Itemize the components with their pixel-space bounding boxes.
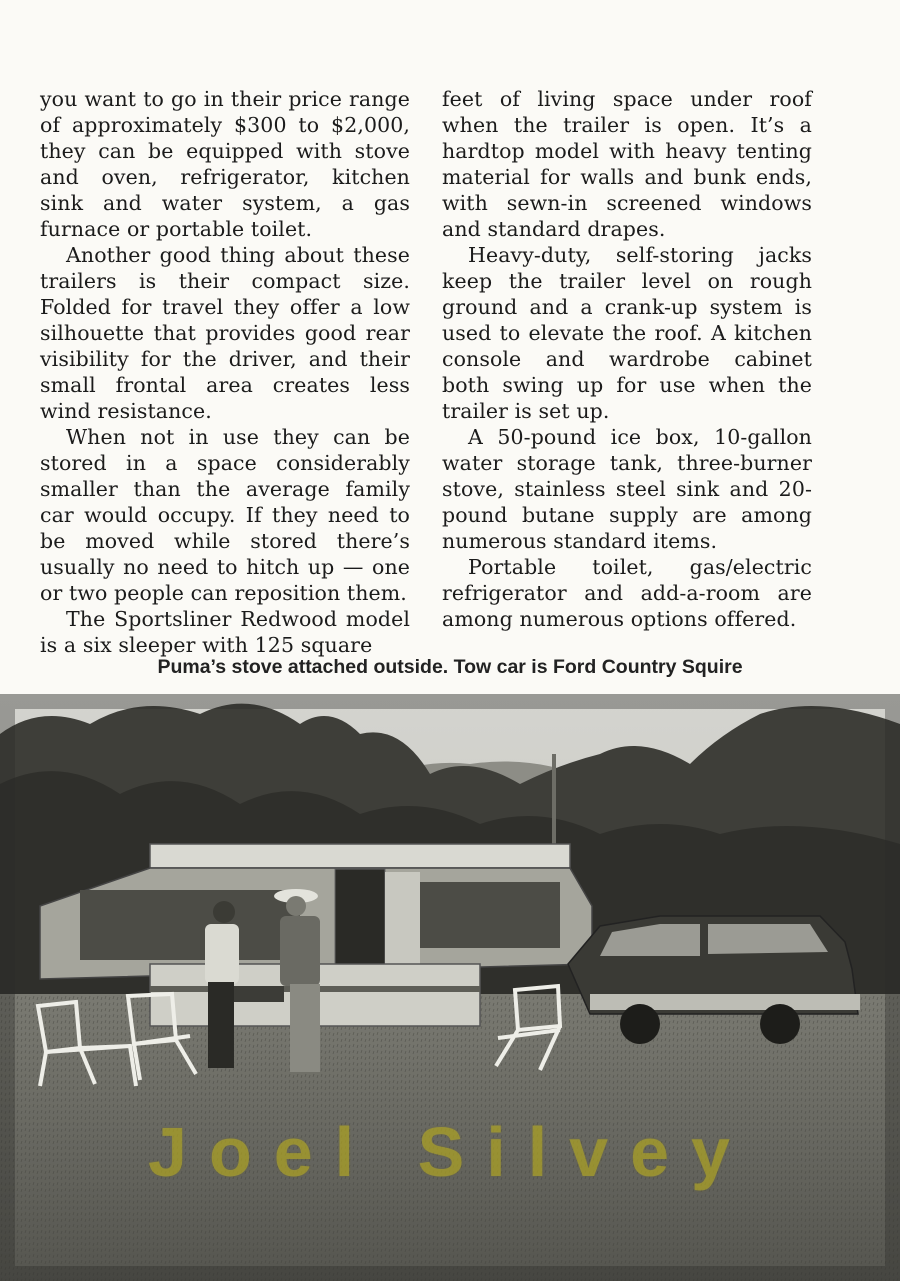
paragraph: A 50-pound ice box, 10-gallon water storage tank, three-burner stove, stainless steel sink and 20-pound butane supply are among numerous standard items.	[442, 425, 812, 553]
article-left-column	[40, 86, 410, 658]
paragraph: feet of living space under roof when the trailer is open. It’s a hardtop model with heavy tenting material for walls and bunk ends, with sewn-in screened windows and standard drapes.	[442, 87, 812, 241]
photo-caption: Puma’s stove attached outside. Tow car is Ford Country Squire	[157, 656, 743, 678]
photographer-watermark: Joel Silvey	[148, 1113, 752, 1191]
paragraph: When not in use they can be stored in a space considerably smaller than the average family car would occupy. If they need to be moved while stored there’s usually no need to hitch up — one or two people can reposition them.	[40, 425, 410, 605]
paragraph: Heavy-duty, self-storing jacks keep the trailer level on rough ground and a crank-up system is used to elevate the roof. A kitchen console and wardrobe cabinet both swing up for use when the trailer is set up.	[442, 243, 812, 423]
campsite-photo	[0, 694, 900, 1281]
paragraph: The Sportsliner Redwood model is a six sleeper with 125 square	[40, 607, 410, 657]
paragraph: you want to go in their price range of approximately $300 to $2,000, they can be equipped with stove and oven, refrigerator, kitchen sink and water system, a gas furnace or portable toilet.	[40, 87, 410, 241]
paragraph: Another good thing about these trailers is their compact size. Folded for travel they offer a low silhouette that provides good rear visibility for the driver, and their small frontal area creates less wind resistance.	[40, 243, 410, 423]
article-right-column	[442, 86, 812, 632]
paragraph: Portable toilet, gas/electric refrigerator and add-a-room are among numerous options offered.	[442, 555, 812, 631]
